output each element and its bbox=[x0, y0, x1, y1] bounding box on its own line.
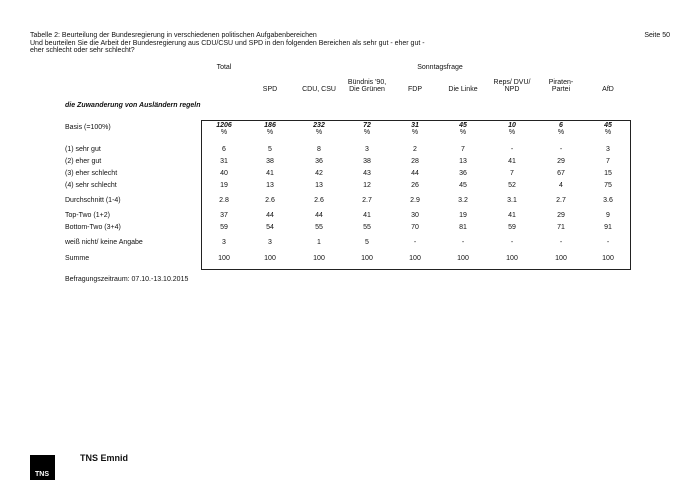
table-cell: 59 bbox=[508, 224, 516, 231]
table-cell: 2.6 bbox=[314, 197, 324, 204]
title-line: eher schlecht oder sehr schlecht? bbox=[30, 47, 135, 54]
table-cell: 29 bbox=[557, 212, 565, 219]
row-label: (3) eher schlecht bbox=[65, 170, 118, 177]
table-cell: 7 bbox=[461, 146, 465, 153]
table-cell: 100 bbox=[555, 255, 567, 262]
row-label: Bottom-Two (3+4) bbox=[65, 224, 121, 231]
basis-value: 45 bbox=[604, 122, 612, 129]
table-cell: 2.7 bbox=[556, 197, 566, 204]
survey-period: Befragungszeitraum: 07.10.-13.10.2015 bbox=[65, 276, 189, 283]
basis-value: 186 bbox=[264, 122, 276, 129]
row-label: weiß nicht/ keine Angabe bbox=[65, 239, 143, 246]
percent-unit: % bbox=[411, 129, 419, 136]
table-cell: 40 bbox=[220, 170, 228, 177]
row-label: Durchschnitt (1-4) bbox=[65, 197, 121, 204]
table-cell: 70 bbox=[411, 224, 419, 231]
table-cell: 15 bbox=[604, 170, 612, 177]
table-cell: 44 bbox=[315, 212, 323, 219]
title-line: Tabelle 2: Beurteilung der Bundesregierung in verschiedenen politischen Aufgabenbereichen bbox=[30, 32, 317, 39]
percent-unit: % bbox=[363, 129, 371, 136]
percent-unit: % bbox=[459, 129, 467, 136]
table-cell: 2.7 bbox=[362, 197, 372, 204]
table-cell: 3 bbox=[222, 239, 226, 246]
table-cell: 100 bbox=[602, 255, 614, 262]
table-cell: 38 bbox=[266, 158, 274, 165]
column-header: Die Grünen bbox=[349, 86, 385, 93]
percent-unit: % bbox=[315, 129, 323, 136]
row-label: (4) sehr schlecht bbox=[65, 182, 117, 189]
column-header: SPD bbox=[262, 86, 278, 93]
title-line: Und beurteilen Sie die Arbeit der Bundesregierung aus CDU/CSU und SPD in den folgenden Bereichen als sehr gut - eher gut - bbox=[30, 39, 425, 47]
table-cell: 2.8 bbox=[219, 197, 229, 204]
table-cell: 100 bbox=[361, 255, 373, 262]
basis-value: 72 bbox=[363, 122, 371, 129]
tns-logo-text: TNS bbox=[35, 471, 49, 478]
table-cell: 36 bbox=[459, 170, 467, 177]
table-cell: 100 bbox=[457, 255, 469, 262]
table-cell: 12 bbox=[363, 182, 371, 189]
table-cell: - bbox=[461, 239, 465, 246]
basis-value: 10 bbox=[508, 122, 516, 129]
column-header: AfD bbox=[602, 86, 614, 93]
table-cell: 26 bbox=[411, 182, 419, 189]
basis-value: 6 bbox=[559, 122, 563, 129]
table-rule-top bbox=[201, 120, 631, 121]
column-header: Die Linke bbox=[448, 86, 478, 93]
table-cell: 41 bbox=[266, 170, 274, 177]
table-cell: 67 bbox=[557, 170, 565, 177]
row-label: Top-Two (1+2) bbox=[65, 212, 110, 219]
basis-value: 1206 bbox=[216, 122, 232, 129]
table-cell: 81 bbox=[459, 224, 467, 231]
table-cell: - bbox=[510, 146, 514, 153]
percent-unit: % bbox=[508, 129, 516, 136]
basis-value: 31 bbox=[411, 122, 419, 129]
table-cell: 52 bbox=[508, 182, 516, 189]
column-header: NPD bbox=[504, 86, 520, 93]
column-header: FDP bbox=[408, 86, 422, 93]
column-header-line1: Reps/ DVU/ bbox=[493, 79, 531, 86]
table-cell: - bbox=[559, 239, 563, 246]
table-cell: 7 bbox=[606, 158, 610, 165]
percent-unit: % bbox=[604, 129, 612, 136]
column-header: CDU, CSU bbox=[302, 86, 336, 93]
section-title: die Zuwanderung von Ausländern regeln bbox=[65, 102, 201, 109]
table-cell: 1 bbox=[317, 239, 321, 246]
table-cell: 13 bbox=[459, 158, 467, 165]
table-cell: 43 bbox=[363, 170, 371, 177]
table-cell: 38 bbox=[363, 158, 371, 165]
table-cell: 55 bbox=[363, 224, 371, 231]
row-label: (2) eher gut bbox=[65, 158, 102, 165]
table-cell: - bbox=[413, 239, 417, 246]
table-cell: 13 bbox=[315, 182, 323, 189]
table-cell: - bbox=[606, 239, 610, 246]
column-header-line1: Bündnis '90, bbox=[347, 79, 387, 86]
table-title bbox=[30, 32, 450, 55]
table-cell: 4 bbox=[559, 182, 563, 189]
table-cell: 5 bbox=[268, 146, 272, 153]
table-cell: 59 bbox=[220, 224, 228, 231]
table-cell: 6 bbox=[222, 146, 226, 153]
table-cell: 37 bbox=[220, 212, 228, 219]
percent-unit: % bbox=[266, 129, 274, 136]
table-cell: 29 bbox=[557, 158, 565, 165]
table-rule-right bbox=[630, 120, 631, 270]
table-cell: 8 bbox=[317, 146, 321, 153]
percent-unit: % bbox=[557, 129, 565, 136]
basis-value: 232 bbox=[313, 122, 325, 129]
table-cell: 41 bbox=[508, 158, 516, 165]
table-rule-bottom bbox=[201, 269, 631, 270]
table-cell: 71 bbox=[557, 224, 565, 231]
table-cell: 3 bbox=[365, 146, 369, 153]
table-cell: - bbox=[510, 239, 514, 246]
row-label: (1) sehr gut bbox=[65, 146, 101, 153]
table-cell: 55 bbox=[315, 224, 323, 231]
table-cell: 41 bbox=[363, 212, 371, 219]
table-cell: 13 bbox=[266, 182, 274, 189]
group-header: Sonntagsfrage bbox=[417, 64, 463, 71]
table-cell: 3 bbox=[268, 239, 272, 246]
table-cell: 2.9 bbox=[410, 197, 420, 204]
column-header-line1: Piraten- bbox=[548, 79, 574, 86]
table-cell: 91 bbox=[604, 224, 612, 231]
basis-label: Basis (=100%) bbox=[65, 124, 111, 131]
table-cell: 30 bbox=[411, 212, 419, 219]
table-cell: 3 bbox=[606, 146, 610, 153]
column-header: Partei bbox=[551, 86, 571, 93]
table-cell: 2 bbox=[413, 146, 417, 153]
table-cell: 41 bbox=[508, 212, 516, 219]
table-cell: 28 bbox=[411, 158, 419, 165]
table-cell: 100 bbox=[264, 255, 276, 262]
table-cell: 3.6 bbox=[603, 197, 613, 204]
table-cell: 19 bbox=[220, 182, 228, 189]
table-cell: 9 bbox=[606, 212, 610, 219]
table-cell: 44 bbox=[266, 212, 274, 219]
table-cell: 100 bbox=[218, 255, 230, 262]
table-cell: 2.6 bbox=[265, 197, 275, 204]
row-label: Summe bbox=[65, 255, 90, 262]
table-cell: 5 bbox=[365, 239, 369, 246]
table-cell: 100 bbox=[409, 255, 421, 262]
table-cell: - bbox=[559, 146, 563, 153]
total-header: Total bbox=[216, 64, 232, 71]
basis-value: 45 bbox=[459, 122, 467, 129]
table-cell: 7 bbox=[510, 170, 514, 177]
table-cell: 3.1 bbox=[507, 197, 517, 204]
percent-unit: % bbox=[220, 129, 228, 136]
table-cell: 100 bbox=[506, 255, 518, 262]
brand-name: TNS Emnid bbox=[80, 453, 129, 463]
table-rule-left bbox=[201, 120, 202, 270]
table-cell: 19 bbox=[459, 212, 467, 219]
page-number: Seite 50 bbox=[644, 32, 670, 39]
table-cell: 36 bbox=[315, 158, 323, 165]
table-cell: 45 bbox=[459, 182, 467, 189]
table-cell: 42 bbox=[315, 170, 323, 177]
table-cell: 100 bbox=[313, 255, 325, 262]
table-cell: 75 bbox=[604, 182, 612, 189]
table-cell: 3.2 bbox=[458, 197, 468, 204]
table-cell: 31 bbox=[220, 158, 228, 165]
table-cell: 44 bbox=[411, 170, 419, 177]
table-cell: 54 bbox=[266, 224, 274, 231]
